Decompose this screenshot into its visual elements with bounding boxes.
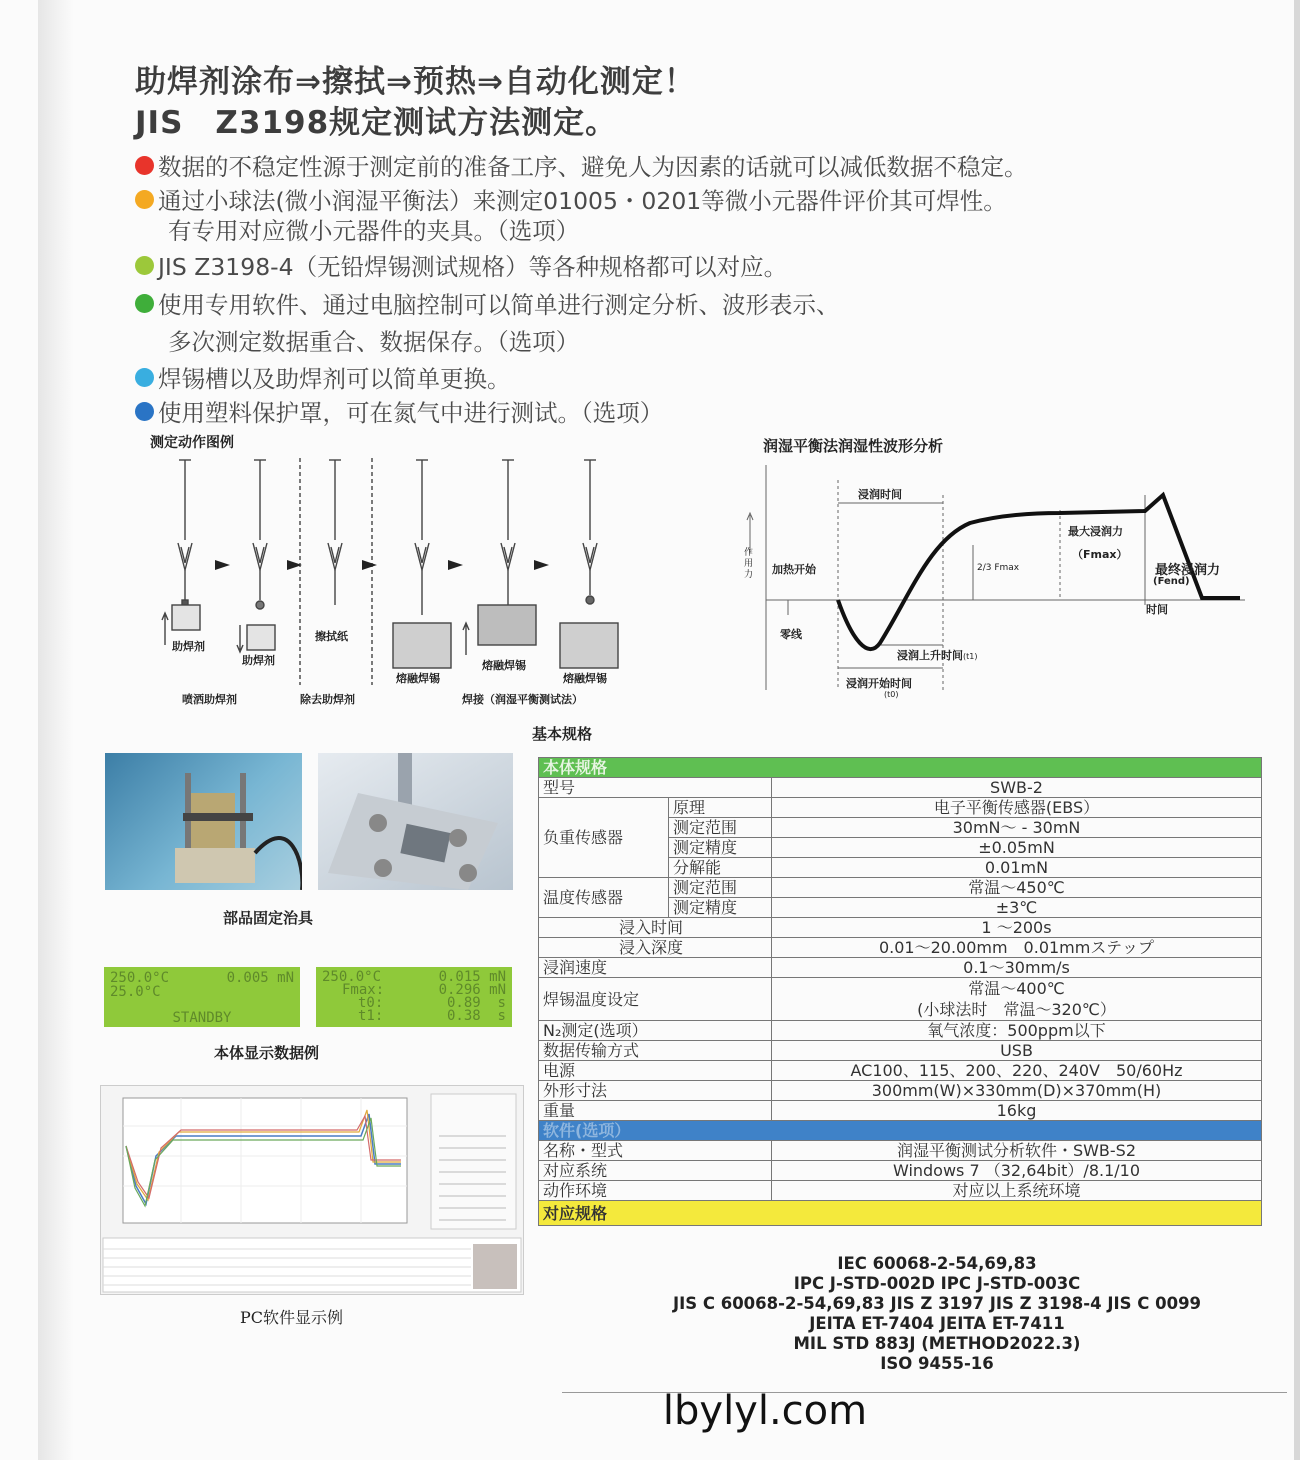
probe-2 [253,460,267,609]
display-caption: 本体显示数据例 [214,1044,320,1062]
spec-row-dip-time: 浸入时间 1 ～200s [539,918,1262,938]
label-zero-line: 零线 [780,628,802,641]
standard-line: IEC 60068-2-54,69,83 [837,1254,1037,1273]
footer-watermark: lbylyl.com [662,1388,868,1434]
bullet-6: 使用塑料保护罩，可在氮气中进行测试。（选项） [135,394,663,428]
spec-row-soft-name: 名称・型式 润湿平衡测试分析软件・SWB-S2 [539,1141,1262,1161]
bullet-4-cont: 多次测定数据重合、数据保存。（选项） [168,328,580,356]
label-heat-start: 加热开始 [772,563,816,576]
fixture-photo-2 [318,753,513,890]
page-edge-shadow [38,0,74,1460]
label-wet-time: 浸润时间 [858,488,902,501]
standard-line: JEITA ET-7404 JEITA ET-7411 [809,1314,1065,1333]
bullet-dot-lime [135,256,154,275]
probe-3 [328,460,342,605]
spec-row-model: 型号 SWB-2 [539,778,1262,798]
spec-row-temp-range: 温度传感器 测定范围 常温～450℃ [539,878,1262,898]
spec-row-n2: N₂测定(选项） 氧气浓度：500ppm以下 [539,1021,1262,1041]
bullet-3: JIS Z3198-4（无铅焊锡测试规格）等各种规格都可以对应。 [135,248,787,282]
label-start-sub: (t0) [884,690,899,699]
spec-header-software: 软件(选项） [539,1121,1262,1141]
process-title: 测定动作图例 [150,435,234,451]
step-spray-flux: 喷洒助焊剂 [182,693,237,706]
label-max-force: 最大浸润力 [1068,525,1123,538]
bullet-5: 焊锡槽以及助焊剂可以简单更换。 [135,360,511,394]
label-flux-1: 助焊剂 [172,640,205,653]
waveform-title: 润湿平衡法润湿性波形分析 [763,437,944,455]
spec-row-solder-temp: 焊锡温度设定 常温～400℃ (小球法时 常温～320℃） [539,978,1262,1021]
spec-row-dip-depth: 浸入深度 0.01～20.00mm 0.01mmステップ [539,938,1262,958]
fixture-caption: 部品固定治具 [223,909,314,927]
spec-row-precision: 测定精度 ±0.05mN [539,838,1262,858]
label-rise-time: 浸润上升时间(t1) [897,649,978,662]
lcd-display-standby: 250.0°C 0.005 mN 25.0°C STANDBY [104,967,300,1027]
bullet-dot-green [135,294,154,313]
bullet-dot-cyan [135,368,154,387]
step-soldering: 焊接（润湿平衡测试法） [462,693,583,706]
spec-row-principle: 负重传感器 原理 电子平衡传感器(EBS） [539,798,1262,818]
standard-line: IPC J-STD-002D IPC J-STD-003C [793,1274,1081,1293]
process-diagram [160,455,630,685]
label-fmax: （Fmax） [1072,548,1128,561]
spec-row-range: 测定范围 30mN～ - 30mN [539,818,1262,838]
probe-5 [501,460,515,623]
spec-header-body: 本体规格 [539,758,1262,778]
spec-row-env: 动作环境 对应以上系统环境 [539,1181,1262,1201]
headline-1: 助焊剂涂布⇒擦拭⇒预热⇒自动化测定！ [135,64,696,100]
label-final-force: 最终浸润力 [1155,563,1221,578]
bullet-2: 通过小球法(微小润湿平衡法）来测定01005・0201等微小元器件评价其可焊性。 [135,182,1007,216]
waveform-y-axis: 作用力 [744,548,754,580]
label-two-thirds-fmax: 2/3 Fmax [977,563,1020,573]
spec-row-power: 电源 AC100、115、200、220、240V 50/60Hz [539,1061,1262,1081]
standards-list [562,1254,1300,1374]
bullet-4: 使用专用软件、通过电脑控制可以简单进行测定分析、波形表示、 [135,286,840,320]
spec-row-speed: 浸润速度 0.1～30mm/s [539,958,1262,978]
probe-1 [178,460,192,608]
label-wipe-paper: 擦拭纸 [315,630,348,643]
lcd-display-result: 250.0°C 0.015 mN Fmax: 0.296 mN t0: 0.89 s t1: 0.38 s [316,967,512,1027]
probe-6 [583,460,597,604]
fixture-photo-1 [105,753,302,890]
spec-title: 基本规格 [532,725,593,743]
spec-row-resolution: 分解能 0.01mN [539,858,1262,878]
bullet-2-cont: 有专用对应微小元器件的夹具。（选项） [168,217,580,245]
bullet-dot-orange [135,190,154,209]
spec-table [538,757,1262,1226]
page-right-edge [1294,0,1300,1460]
headline-2: JIS Z3198规定测试方法测定。 [135,105,618,141]
spec-row-comm: 数据传输方式 USB [539,1041,1262,1061]
standard-line: JIS C 60068-2-54,69,83 JIS Z 3197 JIS Z 3198-4 JIS C 0099 [672,1294,1202,1313]
bullet-1: 数据的不稳定性源于测定前的准备工序、避免人为因素的话就可以减低数据不稳定。 [135,148,1028,182]
spec-row-os: 对应系统 Windows 7 （32,64bit）/8.1/10 [539,1161,1262,1181]
bullet-dot-red [135,156,154,175]
bullet-dot-blue [135,402,154,421]
label-solder-2: 熔融焊锡 [482,659,526,672]
label-flux-2: 助焊剂 [242,654,275,667]
standard-line: MIL STD 883J (METHOD2022.3) [793,1334,1081,1353]
pc-caption: PC软件显示例 [240,1308,344,1327]
pc-software-screenshot [100,1085,524,1295]
spec-row-temp-precision: 测定精度 ±3℃ [539,898,1262,918]
spec-header-standards: 对应规格 [539,1201,1262,1226]
standard-line: ISO 9455-16 [880,1354,994,1373]
label-fend: (Fend) [1153,576,1190,587]
probe-4 [415,460,429,615]
spec-row-weight: 重量 16kg [539,1101,1262,1121]
step-remove-flux: 除去助焊剂 [300,693,355,706]
label-time: 时间 [1146,603,1168,616]
label-solder-1: 熔融焊锡 [396,672,440,685]
label-solder-3: 熔融焊锡 [563,672,607,685]
spec-row-size: 外形寸法 300mm(W)×330mm(D)×370mm(H) [539,1081,1262,1101]
label-start-time: 浸润开始时间 [846,677,912,690]
